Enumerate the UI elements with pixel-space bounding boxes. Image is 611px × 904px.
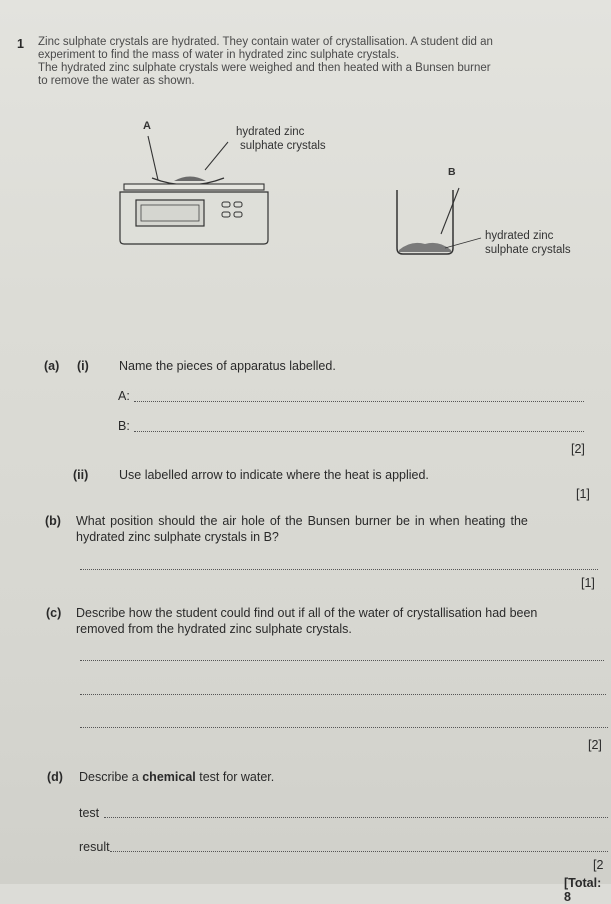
- part-a-ii-label: (ii): [73, 468, 89, 482]
- part-b-label: (b): [45, 514, 61, 528]
- right-caption-line1: hydrated zinc: [485, 230, 554, 242]
- part-a-ii-text: Use labelled arrow to indicate where the heat is applied.: [119, 468, 429, 482]
- test-label: test: [79, 806, 100, 820]
- part-c-label: (c): [46, 606, 62, 620]
- left-caption-line1: hydrated zinc: [236, 126, 305, 138]
- answer-b-position-line[interactable]: [80, 569, 598, 570]
- mark-a-ii: [1]: [576, 487, 590, 501]
- part-a-label: (a): [44, 359, 60, 373]
- question-number: 1: [17, 37, 24, 51]
- answer-a-label: A:: [118, 389, 130, 403]
- intro-line: Zinc sulphate crystals are hydrated. They contain water of crystallisation. A student did an: [38, 36, 493, 48]
- part-d-text-before: Describe a: [79, 770, 143, 784]
- part-a-i-text: Name the pieces of apparatus labelled.: [119, 359, 336, 373]
- part-b-line1: What position should the air hole of the Bunsen burner be in when heating the: [76, 514, 528, 528]
- left-caption-line2: sulphate crystals: [240, 140, 326, 152]
- crystals-pointer: [205, 142, 228, 170]
- crystals-mound: [174, 177, 206, 182]
- part-d-question: [79, 770, 274, 785]
- answer-b-line[interactable]: [134, 431, 584, 432]
- part-d-text-after: test for water.: [195, 770, 275, 784]
- answer-c-line-2[interactable]: [80, 694, 606, 695]
- answer-result-line[interactable]: [110, 851, 608, 852]
- mark-c: [2]: [588, 738, 602, 752]
- diagram-label-b: B: [448, 166, 456, 178]
- mark-a-i: [2]: [571, 442, 585, 456]
- question-intro: [38, 36, 598, 88]
- balance-pan: [124, 184, 264, 190]
- answer-c-line-3[interactable]: [80, 727, 608, 728]
- crucible-crystals: [399, 243, 451, 252]
- part-c-line1: Describe how the student could find out if all of the water of crystallisation had been: [76, 606, 538, 620]
- part-d-label: (d): [47, 770, 63, 784]
- answer-b-label: B:: [118, 419, 130, 433]
- part-d-text-bold: chemical: [142, 770, 196, 784]
- part-a-i-label: (i): [77, 359, 89, 373]
- intro-line: The hydrated zinc sulphate crystals were weighed and then heated with a Bunsen burner: [38, 62, 491, 74]
- mark-d: [2: [593, 858, 604, 872]
- intro-line: to remove the water as shown.: [38, 75, 195, 87]
- part-c-line2: removed from the hydrated zinc sulphate crystals.: [76, 622, 352, 636]
- intro-line: experiment to find the mass of water in hydrated zinc sulphate crystals.: [38, 49, 400, 61]
- diagram-label-a: A: [143, 120, 151, 132]
- right-caption-line2: sulphate crystals: [485, 244, 571, 256]
- label-a-pointer: [148, 136, 158, 180]
- label-b-pointer: [441, 188, 459, 234]
- answer-a-line[interactable]: [134, 401, 584, 402]
- total-mark: [Total: 8: [564, 876, 602, 904]
- answer-c-line-1[interactable]: [80, 660, 604, 661]
- part-b-line2: hydrated zinc sulphate crystals in B?: [76, 530, 279, 544]
- mark-b: [1]: [581, 576, 595, 590]
- answer-test-line[interactable]: [104, 817, 608, 818]
- balance-display: [136, 200, 204, 226]
- result-label: result: [79, 840, 110, 854]
